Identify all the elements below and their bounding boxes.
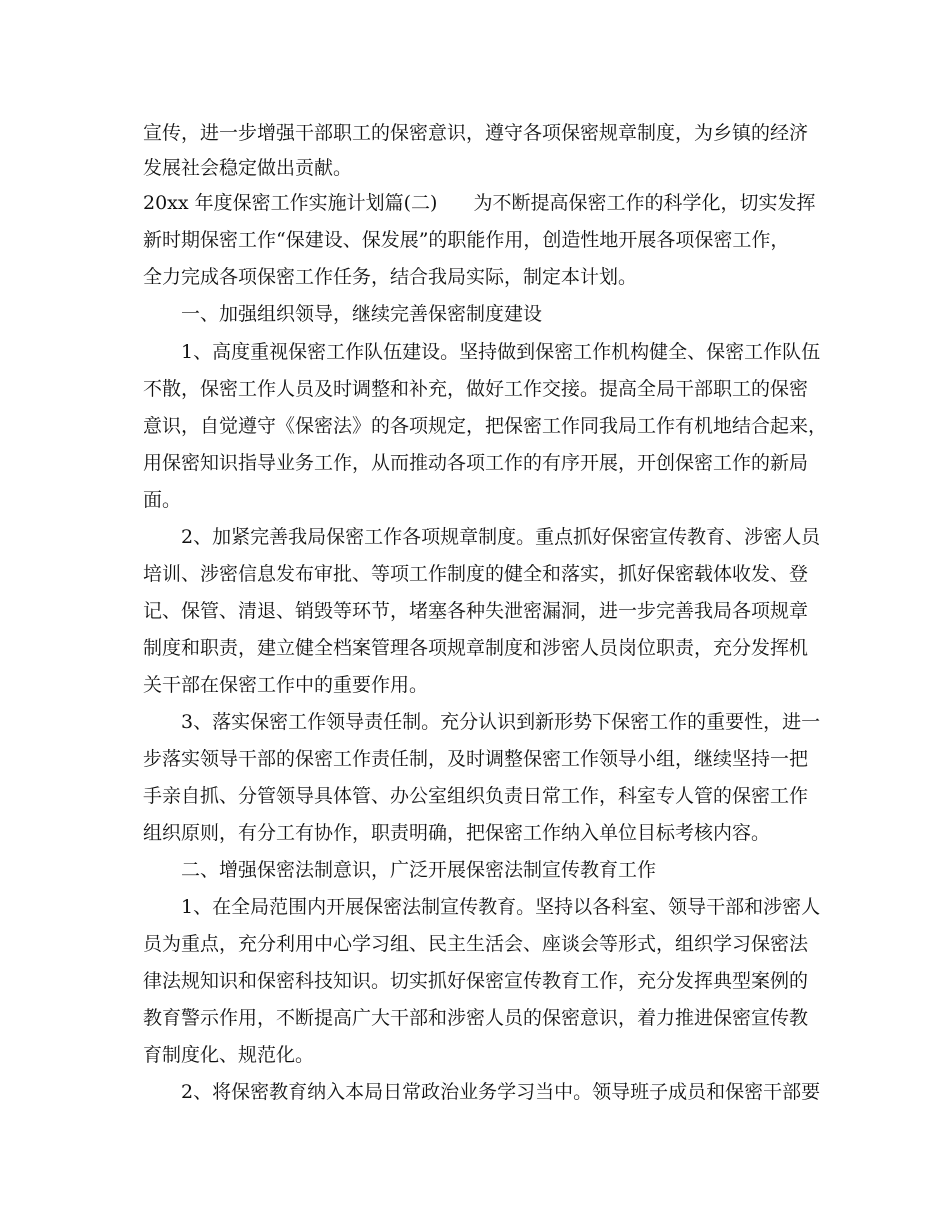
body-line: 用保密知识指导业务工作，从而推动各项工作的有序开展，开创保密工作的新局	[143, 452, 809, 474]
body-line: 1、高度重视保密工作队伍建设。坚持做到保密工作机构健全、保密工作队伍	[181, 341, 821, 363]
body-line: 育制度化、规范化。	[143, 1044, 315, 1066]
body-line: 步落实领导干部的保密工作责任制，及时调整保密工作领导小组，继续坚持一把	[143, 748, 809, 770]
body-line: 面。	[143, 489, 182, 511]
body-line: 关干部在保密工作中的重要作用。	[143, 674, 429, 696]
body-text: 为不断提高保密工作的科学化，切实发挥	[473, 192, 816, 214]
body-line: 组织原则，有分工有协作，职责明确，把保密工作纳入单位目标考核内容。	[143, 822, 771, 844]
body-line: 制度和职责，建立健全档案管理各项规章制度和涉密人员岗位职责，充分发挥机	[143, 637, 809, 659]
section-title-line	[143, 191, 816, 215]
body-line: 记、保管、清退、销毁等环节，堵塞各种失泄密漏洞，进一步完善我局各项规章	[143, 600, 809, 622]
body-line: 培训、涉密信息发布审批、等项工作制度的健全和落实，抓好保密载体收发、登	[143, 563, 809, 585]
body-line: 教育警示作用，不断提高广大干部和涉密人员的保密意识，着力推进保密宣传教	[143, 1007, 809, 1029]
body-line: 全力完成各项保密工作任务，结合我局实际，制定本计划。	[143, 266, 638, 288]
body-line: 员为重点，充分利用中心学习组、民主生活会、座谈会等形式，组织学习保密法	[143, 933, 809, 955]
body-line: 宣传，进一步增强干部职工的保密意识，遵守各项保密规章制度，为乡镇的经济	[143, 122, 809, 144]
body-line: 不散，保密工作人员及时调整和补充，做好工作交接。提高全局干部职工的保密	[143, 378, 809, 400]
body-line: 2、加紧完善我局保密工作各项规章制度。重点抓好保密宣传教育、涉密人员	[181, 526, 821, 548]
body-line: 发展社会稳定做出贡献。	[143, 157, 353, 179]
body-line: 1、在全局范围内开展保密法制宣传教育。坚持以各科室、领导干部和涉密人	[181, 896, 821, 918]
body-line: 3、落实保密工作领导责任制。充分认识到新形势下保密工作的重要性，进一	[181, 711, 821, 733]
section-title: 20xx 年度保密工作实施计划篇(二)	[143, 192, 438, 214]
body-line: 2、将保密教育纳入本局日常政治业务学习当中。领导班子成员和保密干部要	[181, 1081, 821, 1103]
body-line: 意识，自觉遵守《保密法》的各项规定，把保密工作同我局工作有机地结合起来，	[143, 415, 828, 437]
heading-line: 一、加强组织领导，继续完善保密制度建设	[181, 303, 543, 325]
body-line: 律法规知识和保密科技知识。切实抓好保密宣传教育工作，充分发挥典型案例的	[143, 970, 809, 992]
body-line: 新时期保密工作“保建设、保发展”的职能作用，创造性地开展各项保密工作，	[143, 229, 790, 251]
body-line: 手亲自抓、分管领导具体管、办公室组织负责日常工作，科室专人管的保密工作	[143, 785, 809, 807]
heading-line: 二、增强保密法制意识，广泛开展保密法制宣传教育工作	[181, 859, 657, 881]
